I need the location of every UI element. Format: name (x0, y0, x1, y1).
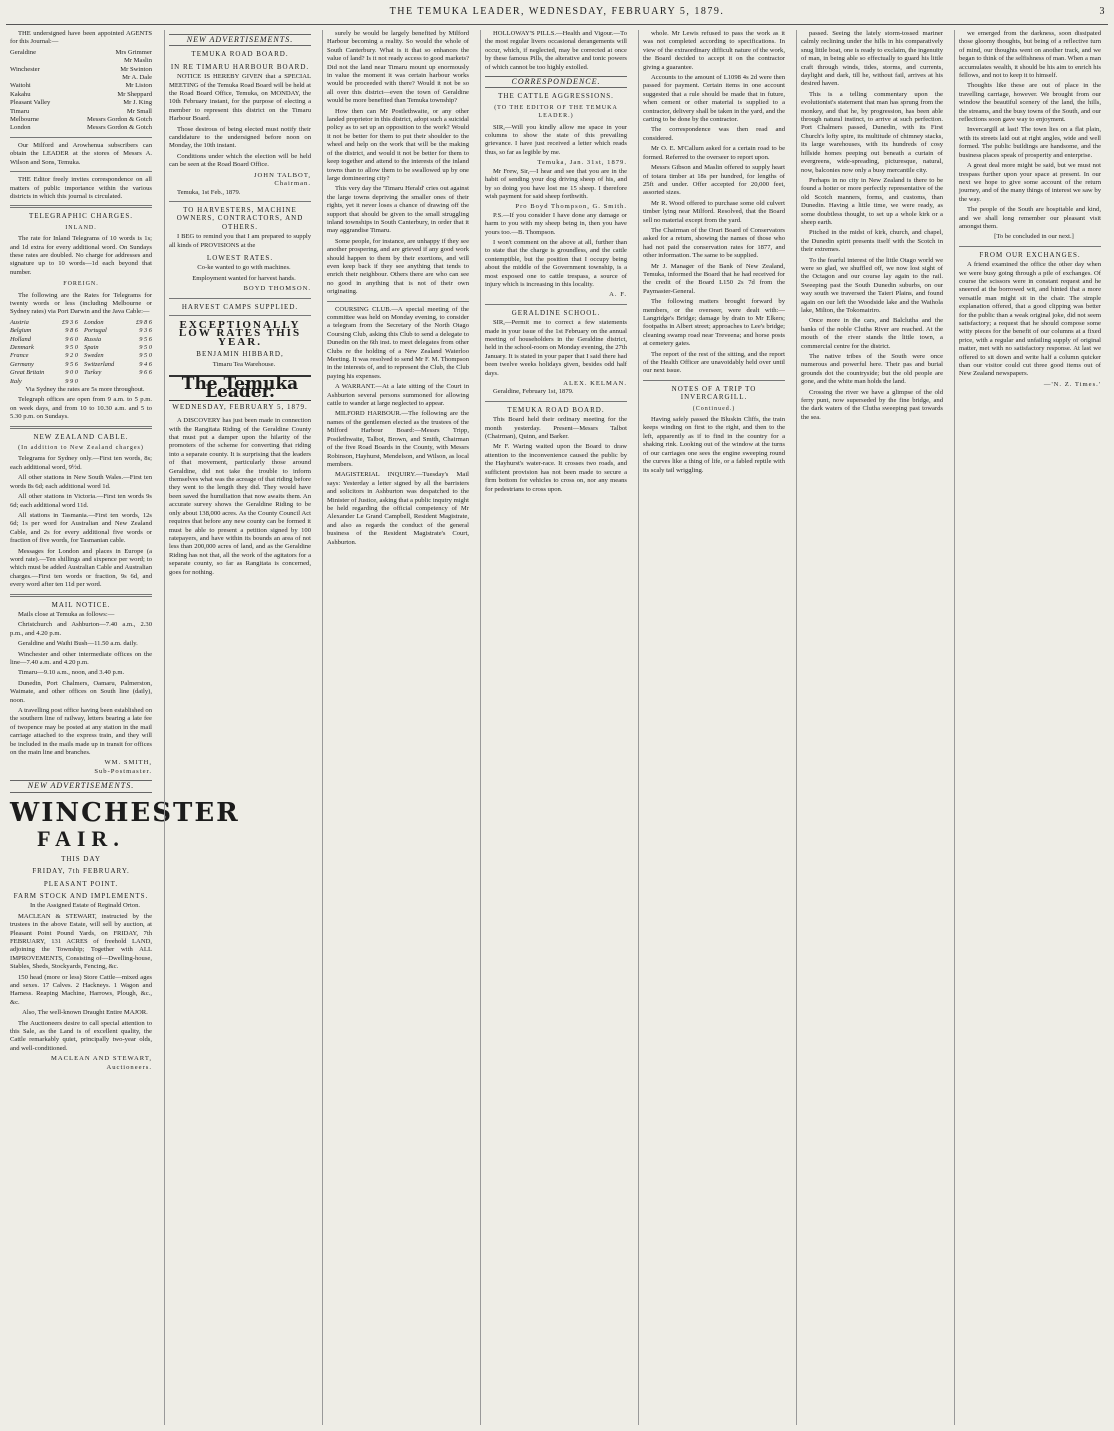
page-number: 3 (1099, 6, 1106, 17)
divider (485, 304, 627, 305)
letter-title: GERALDINE SCHOOL. (511, 308, 601, 317)
roadboard-text: This Board held their ordinary meeting for the month yesterday. Present—Messrs Talbot (Chairman), Quinn, and Barker. (485, 416, 627, 441)
roadboard-title: TEMUKA ROAD BOARD. (507, 405, 605, 414)
rate-row: Italy 9 9 0 (10, 377, 78, 385)
exchanges-title: FROM OUR EXCHANGES. (979, 250, 1081, 259)
letter-signature: Pro Boyd Thompson, G. Smith. (515, 203, 627, 211)
section-heading: NEW ADVERTISEMENTS. (169, 34, 311, 46)
editor-note: THE Editor freely invites correspondence on all matters of public importance within the various districts in which this journal is circulated. (10, 176, 152, 200)
divider (10, 171, 152, 172)
mail-text: Winchester and other intermediate offices on the line—7.40 a.m. and 4.20 p.m. (10, 650, 152, 666)
letter-text: Mr Frew, Sir,—I hear and see that you are in the habit of sending your dog driving sheep of his, and by so doing you have lost me 15 sheep. I therefore wish payment for said sheep forthwith. (485, 167, 627, 200)
divider (643, 380, 785, 381)
foreign-heading: FOREIGN. (63, 281, 99, 288)
rate-row: Austria £9 3 6 (10, 318, 78, 326)
camps-title: HARVEST CAMPS SUPPLIED. (181, 302, 299, 311)
cable-text: All other stations in Victoria.—First ten words 9s 6d; each additional word 11d. (10, 493, 152, 509)
fair-signature: MACLEAN AND STEWART, (51, 1055, 152, 1063)
letter-date: Temuka, Jan. 31st, 1879. (537, 159, 627, 167)
letter-signature: A. F. (609, 291, 627, 299)
board-notice: Those desirous of being elected must notify their candidature to the undersigned before noon on Monday, the 10th instant. (169, 125, 311, 150)
roadboard-text: Mr F. Waring waited upon the Board to draw attention to the inconvenience caused the public by the Hayhurst's water-race. It crosses two roads, and sufficient provision has not been made to secure a firm bottom for vehicles to cross on, nor any means for pedestrians to cross upon. (485, 443, 627, 493)
masthead-title: THE TEMUKA LEADER, WEDNESDAY, FEBRUARY 5, 1879. (389, 6, 725, 17)
trip-text: Once more in the cars, and Balclutha and the banks of the noble Clutha River are reached. At the mouth of the river stands the little town, a commercial centre for the district. (801, 317, 943, 350)
mail-signature: WM. SMITH, (104, 759, 152, 767)
column-3 (322, 30, 473, 1425)
trip-text: Perhaps in no city in New Zealand is there to be found a hotter or more perfectly representative of the old Scotch manners, forms, and customs, than Dunedin. Having a little time, we were ready, as some doubtless thought, to set up a whole kirk or a sheep earth. (801, 176, 943, 226)
article-text: How then can Mr Postlethwaite, or any other landed proprietor in this district, adopt such a suicidal policy as to set up an opposition to the work? Would it not be better for them to put their shoulder to the wheel and help on the work that will be the making of the district, and would it not be better for them to keep together and attend to the interests of the inland towns than to allow them to be swallowed up by one large domineering city? (327, 107, 469, 182)
masthead-rule (6, 24, 1108, 25)
letter-date: Geraldine, February 1st, 1879. (493, 388, 574, 396)
harvesters-price: LOWEST RATES. (206, 253, 274, 262)
roadboard-text: Mr O. E. M'Callum asked for a certain road to be formed. Referred to the overseer to report upon. (643, 145, 785, 161)
column-4 (480, 30, 631, 1425)
trip-concluded: [To be concluded in our next.] (994, 233, 1074, 241)
roadboard-text: whole. Mr Lewis refused to pass the work as it was not completed according to specifications. In view of the extraordinary difficult nature of the work, the Board decided to accept it on the contractor giving a guarantee. (643, 30, 785, 71)
rate-row: Turkey 9 6 6 (84, 369, 152, 377)
trip-text: Invercargill at last! The town lies on a flat plain, with its streets laid out at right angles, wide and well formed. The public buildings are handsome, and the business places speak of prosperity and enterprise. (959, 126, 1101, 159)
cable-text: All other stations in New South Wales.—First ten words 8s 6d; each additional word 1d. (10, 474, 152, 490)
fair-also: Also, The well-known Draught Entire MAJOR. (22, 1009, 148, 1017)
section-heading: CORRESPONDENCE. (485, 76, 627, 88)
letter-text: SIR,—Permit me to correct a few statements made in your issue of the 1st February on the annual meeting of householders in the Geraldine district, held in the school-room on Monday evening, the 27th January. It is stated in your paper that I said there had been twelve weeks holidays given, besides odd half days. (485, 319, 627, 377)
article-text: surely be would be largely benefited by Milford Harbour becoming a reality. So would the whole of South Canterbury. What is it that so enhances the value of land? Is it not ready access to good markets? Did not the land near Timaru mount up enormously in value the moment it was certain harbour works would be proceeded with there? Would it not be so all over this district—even the town of Geraldine would be more benefited than Temuka township? (327, 30, 469, 105)
trip-text: This is a telling commentary upon the evolutionist's statement that man has sprung from the monkey, and that he, by progression, has been able through natural instinct, to arrive at such perfection. Port Chalmers passed, Dunedin, with its First Church's lofty spire, its multitude of chimney stacks, its large warehouses, with its hundreds of cosy hillside homes peeping out beneath a curtain of evergreens, wide-spreading, picturesque, natural, now, balconies now only a busy mercantile city. (801, 90, 943, 174)
low-rates-title: EXCEPTIONALLY LOW RATES THIS YEAR. (178, 318, 302, 348)
trip-text: we emerged from the darkness, soon dissipated those gloomy thoughts, but being of a reflective turn of mind, our thoughts went on another track, and we began to think of the selfishness of man. When a man accumulates wealth, it should be his aim to enrich his fellows, and not to keep it to himself. (959, 30, 1101, 80)
divider (10, 137, 152, 138)
mail-text: Dunedin, Port Chalmers, Oamaru, Palmerston, Waimate, and other offices on South line (daily), noon. (10, 679, 152, 704)
telegraphic-heading: TELEGRAPHIC CHARGES. (28, 212, 133, 221)
fair-sale: FARM STOCK AND IMPLEMENTS. (13, 891, 149, 900)
agent-row: Mr A. Dale (122, 74, 152, 82)
article-text: This very day the 'Timaru Herald' cries out against the large towns depriving the smaller ones of their rights, yet it never loses a chance of drawing off the support that should be given to the small struggling inland townships in South Canterbury, in order that it may aggrandise Timaru. (327, 185, 469, 235)
trip-text: A great deal more might be said, but we must not trespass further upon your space at present. In our next we hope to give some account of the return journey, and of the many things of interest we saw by the way. (959, 162, 1101, 203)
board-subtitle: IN RE TIMARU HARBOUR BOARD. (170, 62, 310, 71)
agent-row: Geraldine Mrs Grimmer (10, 48, 152, 56)
cable-text: Messages for London and places in Europe (a word rate).—Ten shillings and sixpence per word; to which must be added Australian Cable and Australian charges.—First ten words or fraction, 9s 6d, and every word after ten 11d per word. (10, 547, 152, 589)
agent-row: Kakahu Mr Sheppard (10, 90, 152, 98)
cable-text: All stations in Tasmania.—First ten words, 12s 6d; 1s per word for Australian and New Zealand Cable, and 2s for every additional five words or fraction of five words, for Tasmanian cable. (10, 511, 152, 545)
harvesters-body: I BEG to remind you that I am prepared to supply all kinds of PROVISIONS at the (169, 233, 311, 249)
rate-row: London £9 8 6 (84, 318, 152, 326)
agent-row: Waitohi Mr Liston (10, 82, 152, 90)
fair-list: 150 head (more or less) Store Cattle—mixed ages and sexes. 17 Calves. 2 Hackneys. 1 Wagon and Harness. Reaping Machine, Harrows, Plough, &c., &c. (10, 973, 152, 1006)
mail-text: Geraldine and Waihi Bush—11.50 a.m. daily. (18, 640, 138, 648)
agents-intro: THE undersigned have been appointed AGENTS for this Journal:— (10, 30, 152, 46)
roadboard-text: Mr R. Wood offered to purchase some old culvert timber lying near Milford. Resolved, that the Board sell no material except from the yard. (643, 199, 785, 224)
fair-subtitle: THIS DAY (61, 854, 101, 863)
fair-title-2: FAIR. (37, 825, 125, 851)
rate-row: Sweden 9 5 0 (84, 352, 152, 360)
board-dateline: Temuka, 1st Feb., 1879. (177, 188, 241, 196)
divider (485, 401, 627, 402)
inland-text: The rate for Inland Telegrams of 10 words is 1s; and 1d extra for every additional word. On Sundays these rates are doubled. No charge for addresses and signature up to 10 words—1d each beyond that number. (10, 235, 152, 276)
mail-text: Christchurch and Ashburton—7.40 a.m., 2.30 p.m., and 4.20 p.m. (10, 621, 152, 637)
roadboard-text: Accounts to the amount of L1098 4s 2d were then passed for payment. Certain items in one account suggested that a rule should be made that in future, when cement or other material is supplied to a contractor, delivery shall be taken in the yard, and the carting to be done by the contractor. (643, 74, 785, 124)
letter-signature: ALEX. KELMAN. (563, 380, 627, 388)
columns (6, 30, 1108, 1425)
divider (10, 426, 152, 429)
fair-body: MACLEAN & STEWART, instructed by the trustees in the above Estate, will sell by auction, at Pleasant Point Pound Yards, on FRIDAY, 7th FEBRUARY, 131 ACRES of freehold LAND, adjoining the Township; Together with ALL IMPROVEMENTS, Consisting of—Dwelling-house, Stables, Sheds, Stockyards, Fencing, &c. (10, 912, 152, 971)
news-item: COURSING CLUB.—A special meeting of the committee was held on Monday evening, to consider a telegram from the Secretary of the North Otago Coursing Club, asking this Club to send a delegate to Dunedin on the 6th inst. to meet delegates from other Clubs re the holding of a New Zealand Waterloo Meeting. It was resolved to send Mr F. M. Thompson in the interests of, and to represent the Club, the Club paying his expenses. (327, 305, 469, 380)
letter-text: SIR,—Will you kindly allow me space in your columns to show the state of this prevailing grievance. I have just received a letter which reads thus, so far as legible by me. (485, 123, 627, 156)
to-editor: (TO THE EDITOR OF THE TEMUKA LEADER.) (494, 104, 618, 120)
divider (959, 246, 1101, 247)
rate-row: Russia 9 5 6 (84, 335, 152, 343)
fair-title: WINCHESTER (10, 797, 240, 828)
letter-text: P.S.—If you consider I have done any damage or harm to you with my sheep being in, then you have yours too.—B. Thompson. (485, 211, 627, 236)
agent-row: Melbourne Messrs Gordon & Gotch (10, 116, 152, 124)
rate-row: Portugal 9 3 6 (84, 327, 152, 335)
rates-table (10, 319, 152, 386)
trip-text: Crossing the river we have a glimpse of the old ferry punt, now superseded by the fine bridge, and the dark waters of the Clutha sweeping past towards the sea. (801, 388, 943, 421)
article-text: Some people, for instance, are unhappy if they see another prospering, and are grieved if any good work should happen to them by their exertions, and will even keep back if they see anything that tends to enrich their neighbour. Others there are who can see no good in anything that is not of their own originating. (327, 237, 469, 296)
news-item: MAGISTERIAL INQUIRY.—Tuesday's Mail says: Yesterday a letter signed by all the barristers and solicitors in Ashburton was despatched to the Minister of Justice, asking that a public inquiry might be held regarding the official competency of Mr Alexander Le Grand Campbell, Resident Magistrate, and also as regards the conduct of the general business of the Resident Magistrate's Court, Ashburton. (327, 471, 469, 546)
column-7 (954, 30, 1105, 1425)
nameplate: The Temuka Leader. (169, 375, 311, 401)
trip-text: passed. Seeing the lately storm-tossed mariner calmly reclining under the hills in his comparatively snug little boat, one is ready to exclaim, the ingenuity of man, in being able so effectually to guard his little craft through winds, tides, storms, and currents, daylight and dark, till he, without fail, arrives at his desired haven. (801, 30, 943, 88)
fair-estate: In the Assigned Estate of Reginald Orton. (29, 902, 141, 910)
board-notice: Conditions under which the election will be held can be seen at the Road Board Office. (169, 152, 311, 169)
harvesters-note: Employment wanted for harvest hands. (192, 274, 296, 282)
hibbard-place: Timaru Tea Warehouse. (212, 360, 276, 368)
hibbard-signature: BENJAMIN HIBBARD, (196, 350, 284, 359)
roadboard-text: The Chairman of the Orari Board of Conservators asked for a return, showing the names of those who had not paid the conservation rates for 1877, and other information. The same to be supplied. (643, 226, 785, 260)
mail-sig-title: Sub-Postmaster. (94, 767, 152, 775)
divider (169, 298, 311, 299)
mail-text: Timaru—9.10 a.m., noon, and 3.40 p.m. (18, 669, 125, 677)
news-item: HOLLOWAY'S PILLS.—Health and Vigour.—To the most regular livers occasional derangements will occur, which, if neglected, may be corrected at once by these famous Pills, the alterative and tonic powers of which cannot be too highly extolled. (485, 30, 627, 71)
agents-outro: Our Milford and Arowhenua subscribers can obtain the LEADER at the stores of Messrs A. Wilson and Sons, Temuka. (10, 141, 152, 166)
section-heading: NEW ADVERTISEMENTS. (10, 780, 152, 792)
masthead (0, 6, 1114, 24)
roadboard-text: The following matters brought forward by members, or the overseer, were dealt with:—Langridge's Bridge; damage by drain to Mr Elkers; footpaths in Albert street; approaches to Lee's bridge; cleaning swamp road near Treveena; and horse posts at cemetery gates. (643, 298, 785, 348)
fair-note: The Auctioneers desire to call special attention to this Sale, as the Land is of excellent quality, the Cattle remarkably quiet, principally two-year olds, and well-conditioned. (10, 1019, 152, 1052)
sydney-note: Via Sydney the rates are 5s more throughout. (25, 386, 145, 394)
divider (327, 301, 469, 302)
foreign-text: The following are the Rates for Telegrams for twenty words or less (including Melbourne or Sydney rates) via Port Darwin and the Java Cable:— (10, 291, 152, 316)
cable-text: Telegrams for Sydney only.—First ten words, 8s; each additional word, 9½d. (10, 455, 152, 471)
divider (10, 205, 152, 208)
letter-text: I won't comment on the above at all, further than to state that the charge is groundless, and the cattle contemptible, but the position that I occupy being about the middle of the Government township, is a most exposed one to cattle trespass, a source of injury which is increasing in this locality. (485, 238, 627, 288)
agent-row: Winchester Mr Swinton (10, 65, 152, 73)
agent-row: Mr Maslin (123, 57, 152, 65)
rate-row: France 9 2 0 (10, 352, 78, 360)
trip-text: Pitched in the midst of kirk, church, and chapel, the Dunedin spirit presents itself with the Scotch in their extremes. (801, 229, 943, 254)
trip-text: The native tribes of the South were once numerous and powerful here. Their pas and burial grounds dot the countryside; but the old people are gone, and the white man holds the land. (801, 353, 943, 386)
issue-date: WEDNESDAY, FEBRUARY 5, 1879. (172, 402, 308, 411)
rate-row: Germany 9 5 6 (10, 360, 78, 368)
cable-heading: NEW ZEALAND CABLE. (33, 432, 129, 441)
rate-row: Spain 9 5 0 (84, 344, 152, 351)
mail-text: A travelling post office having been established on the southern line of railway, letters bearing a late fee of twopence may be posted at any station in the mail carriage attached to the express train, and they will be included in the mails made up in transit for offices on the main line and branches. (10, 707, 152, 757)
rate-row: Great Britain 9 0 0 (10, 369, 78, 377)
board-signature: JOHN TALBOT, (253, 171, 311, 179)
rate-row: Holland 9 6 0 (10, 335, 78, 343)
column-5 (638, 30, 789, 1425)
rate-row: Belgium 9 8 6 (10, 327, 78, 335)
news-item: MILFORD HARBOUR.—The following are the names of the gentlemen elected as the trustees of the Milford Harbour Board:—Messrs Tripp, Postlethwaite, Talbot, Brown, and Smith, Chairman of the five Road Boards in the County, with Messrs Robinson, Hayhurst, Mendelson, and Wilson, as local members. (327, 410, 469, 468)
editorial-text: A DISCOVERY has just been made in connection with the Rangitata Riding of the Geraldine County that must put a damper upon the hilarity of the promoters of the scheme for converting that riding into a separate county. It is surprising that the leaders of that movement, particularly those around Geraldine, did not take the trouble to inform themselves what was the acreage of that riding before they went to the length they did. They would have been saved the humiliation that now awaits them. An accurate survey shows the Geraldine Riding to be only about 138,000 acres. As the County Council Act requires that before any new county can be formed it must be able to present a petition signed by 100 ratepayers, and have within its bounds an area of not less than 200,000 acres of land, and as the Geraldine Riding has not that, all the work of the agitators for a separate county, so far as Rangitata is concerned, goes for nothing. (169, 417, 311, 576)
divider (10, 594, 152, 597)
roadboard-text: Mr J. Manager of the Bank of New Zealand, Temuka, informed the Board that he had received for the credit of the Board L150 2s 7d from the Paymaster-General. (643, 262, 785, 295)
board-sig-title: Chairman. (274, 180, 311, 188)
agents-list (10, 49, 152, 133)
fair-date: FRIDAY, 7th FEBRUARY. (32, 867, 130, 876)
harvesters-title: TO HARVESTERS, MACHINE OWNERS, CONTRACTORS, AND OTHERS. (176, 205, 304, 231)
trip-title: NOTES OF A TRIP TO INVERCARGILL. (671, 384, 757, 402)
agent-row: Pleasant Valley Mr J. King (10, 99, 152, 107)
roadboard-text: The correspondence was then read and considered. (643, 126, 785, 142)
mail-text: Mails close at Temuka as follows:— (18, 610, 115, 618)
cable-sub: (In addition to New Zealand charges) (18, 445, 144, 452)
trip-continued: (Continued.) (692, 405, 736, 412)
agent-row: London Messrs Gordon & Gotch (10, 124, 152, 132)
office-hours: Telegraph offices are open from 9 a.m. to 5 p.m. on week days, and from 10 to 10.30 a.m. and 5 to 5.30 p.m. on Sundays. (10, 396, 152, 421)
harvesters-signature: BOYD THOMSON. (243, 285, 311, 293)
divider (169, 315, 311, 316)
letter-title: THE CATTLE AGGRESSIONS. (498, 92, 614, 101)
column-2 (164, 30, 315, 1425)
board-notice: NOTICE IS HEREBY GIVEN that a SPECIAL MEETING of the Temuka Road Board will be held at the Road Board Office, Temuka, on MONDAY, the 10th February instant, for the purpose of electing a member to represent this district on the Timaru Harbour Board. (169, 73, 311, 123)
trip-text: Thoughts like these are out of place in the travelling carriage, however. We brought from our window the beautiful scenery of the land, the hills, the streams, and the busy towns of the South, and our reflections soon gave way to enjoyment. (959, 82, 1101, 124)
exchanges-text: A friend examined the office the other day when we were busy going through a pile of exchanges. Of course the scissors were in constant request and he sneered at the borrowed wit, and hinted that a more versatile man might sit in the chair. The simple explanation offered, that a good clipping was better for the public than a weak original joke, did not seem satisfactory; a request that he should compose some witty pieces for the benefit of our columns at a fixed price, with a regular and unfailing supply of original matter, met with no satisfactory response. At last we offered to sit down and write half a column quicker than our visitor could cut three good items out of New Zealand newspapers. (959, 261, 1101, 378)
trip-text: To the fearful interest of the little Otago world we were so glad, we shuffled off, we now lost sight of the Octagon and our course lay again to the rail. Sweeping past the South Dunedin suburbs, on our way south we traversed the Taieri Plains, and found again on our left the Woodside lake and the Waihola lake, Milton, the Tokomairiro. (801, 256, 943, 314)
fair-place: PLEASANT POINT. (43, 879, 119, 888)
trip-text: Having safely passed the Bluskin Cliffs, the train keeps winding on first to the right, and then to the left, apparently as if to find in the country for a shaking rink. Looking out of the window at the turns of our carriages one sees the engine sweeping round the curves like a thing of life, or a fabled reptile with its scaly tail wriggling. (643, 416, 785, 474)
exchanges-source: —'N. Z. Times.' (1043, 380, 1101, 388)
rate-row: Denmark 9 5 0 (10, 344, 78, 351)
divider (169, 201, 311, 202)
roadboard-text: The report of the rest of the sitting, and the report of the Health Officer are unavoidably held over until our next issue. (643, 350, 785, 375)
rate-row: Switzerland 9 4 6 (84, 360, 152, 368)
roadboard-text: Messrs Gibson and Maslin offered to supply heart of totara timber at 18s per hundred, for lengths of 25ft and under. Offer accepted for 20,000 feet, assorted sizes. (643, 164, 785, 197)
trip-text: The people of the South are hospitable and kind, and we shall long remember our pleasant visit amongst them. (959, 206, 1101, 230)
mail-heading: MAIL NOTICE. (51, 600, 111, 609)
inland-heading: INLAND. (65, 224, 97, 231)
agent-row: Timaru Mr Small (10, 107, 152, 115)
column-6 (796, 30, 947, 1425)
news-item: A WARRANT.—At a late sitting of the Court in Ashburton several persons summoned for allowing cattle to wander at large neglected to appear. (327, 383, 469, 408)
board-title: TEMUKA ROAD BOARD. (191, 50, 289, 59)
fair-sig-title: Auctioneers. (106, 1063, 152, 1071)
harvesters-note: Co-ke wanted to go with machines. (197, 264, 291, 272)
